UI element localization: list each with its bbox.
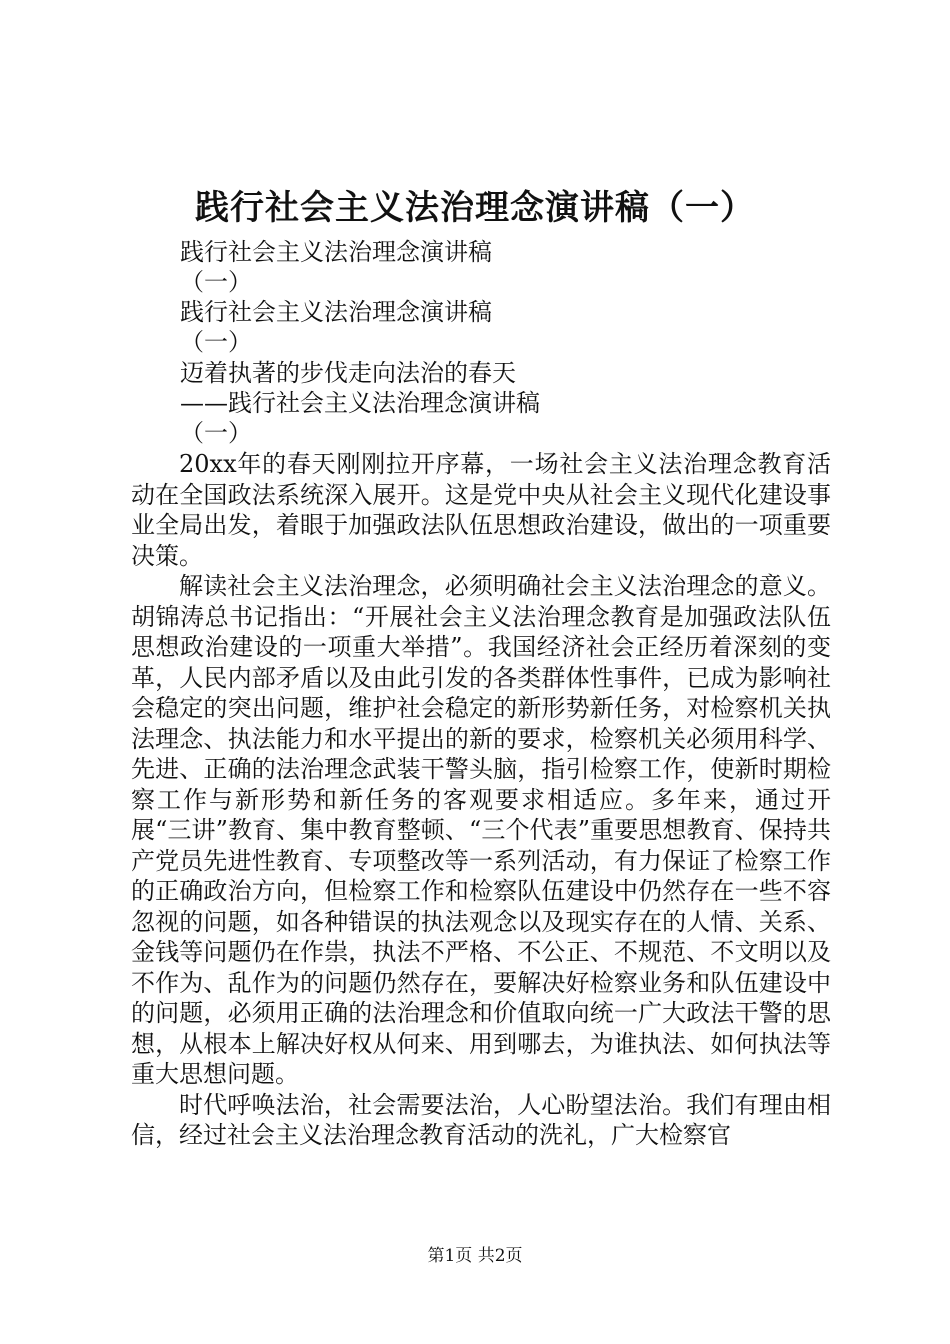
body-text bbox=[131, 449, 831, 1151]
document-title: 践行社会主义法治理念演讲稿（一） bbox=[195, 188, 755, 228]
heading-line: （一） bbox=[180, 268, 252, 296]
body-paragraph: 解读社会主义法治理念，必须明确社会主义法治理念的意义。胡锦涛总书记指出：“开展社会主义法治理念教育是加强政法队伍思想政治建设的一项重大举措”。我国经济社会正经历着深刻的变革，人民内部矛盾以及由此引发的各类群体性事件，已成为影响社会稳定的突出问题，维护社会稳定的新形势新任务，对检察机关执法理念、执法能力和水平提出的新的要求，检察机关必须用科学、先进、正确的法治理念武装干警头脑，指引检察工作，使新时期检察工作与新形势和新任务的客观要求相适应。多年来，通过开展“三讲”教育、集中教育整顿、“三个代表”重要思想教育、保持共产党员先进性教育、专项整改等一系列活动，有力保证了检察工作的正确政治方向，但检察工作和检察队伍建设中仍然存在一些不容忽视的问题，如各种错误的执法观念以及现实存在的人情、关系、金钱等问题仍在作祟，执法不严格、不公正、不规范、不文明以及不作为、乱作为的问题仍然存在，要解决好检察业务和队伍建设中的问题，必须用正确的法治理念和价值取向统一广大政法干警的思想，从根本上解决好权从何来、用到哪去，为谁执法、如何执法等重大思想问题。 bbox=[131, 572, 831, 1088]
body-paragraph: 时代呼唤法治，社会需要法治，人心盼望法治。我们有理由相信，经过社会主义法治理念教育活动的洗礼，广大检察官 bbox=[131, 1090, 831, 1149]
heading-line: （一） bbox=[180, 328, 252, 356]
heading-line: 践行社会主义法治理念演讲稿 bbox=[180, 238, 492, 266]
heading-line: 践行社会主义法治理念演讲稿 bbox=[180, 298, 492, 326]
heading-line: （一） bbox=[180, 419, 252, 447]
page-number: 第1页 共2页 bbox=[427, 1246, 523, 1266]
heading-line: ——践行社会主义法治理念演讲稿 bbox=[180, 389, 540, 417]
body-paragraph: 20xx年的春天刚刚拉开序幕，一场社会主义法治理念教育活动在全国政法系统深入展开。这是党中央从社会主义现代化建设事业全局出发，着眼于加强政法队伍思想政治建设，做出的一项重要决策。 bbox=[131, 450, 831, 570]
heading-line: 迈着执著的步伐走向法治的春天 bbox=[180, 359, 516, 387]
